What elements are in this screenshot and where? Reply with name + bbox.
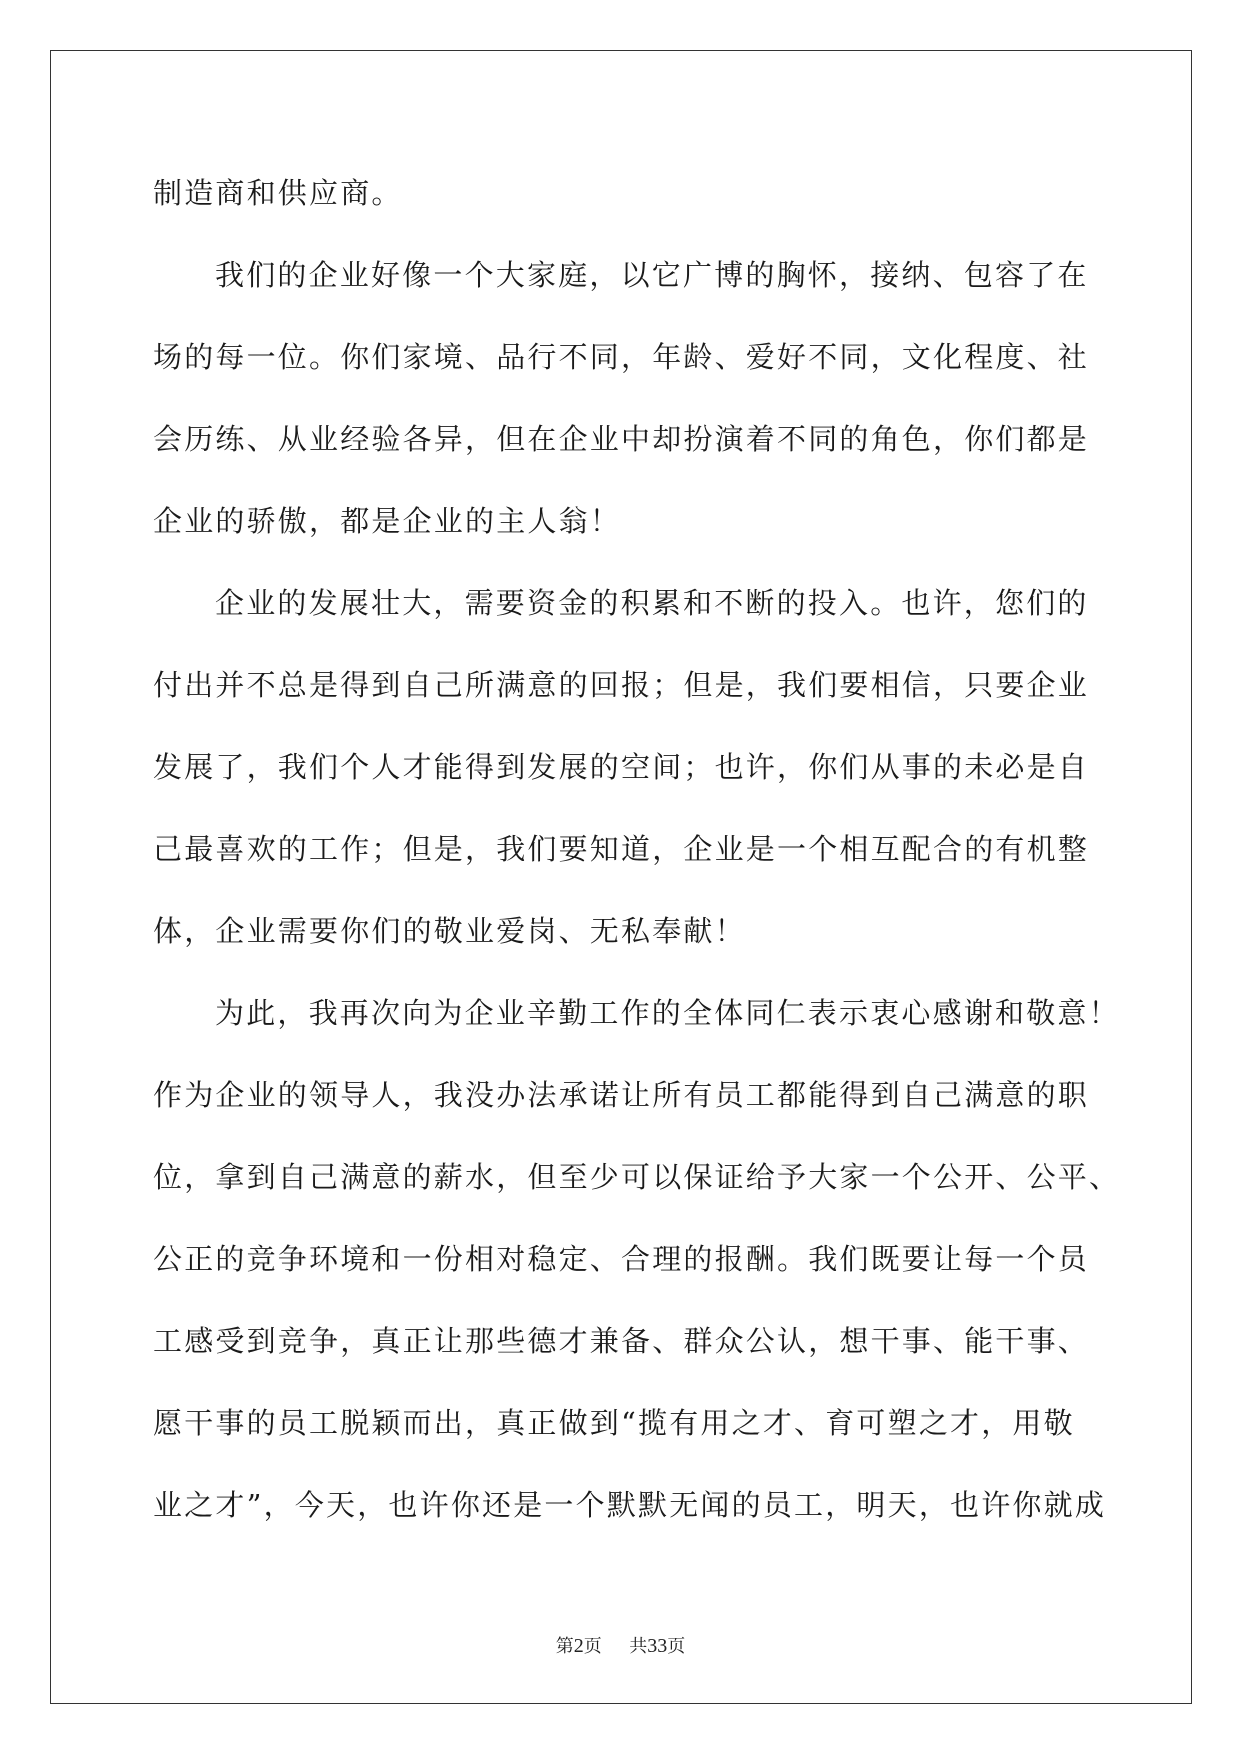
- text-line: 会历练、从业经验各异，但在企业中却扮演着不同的角色，你们都是: [153, 422, 1090, 456]
- text-line: 愿干事的员工脱颖而出，真正做到“揽有用之才、育可塑之才，用敬: [153, 1406, 1075, 1440]
- text-line: 发展了，我们个人才能得到发展的空间；也许，你们从事的未必是自: [153, 750, 1090, 784]
- text-line: 体，企业需要你们的敬业爱岗、无私奉献！: [153, 914, 746, 948]
- page-number: 2: [573, 1635, 584, 1657]
- page-footer: [0, 1632, 1241, 1658]
- text-line: 企业的发展壮大，需要资金的积累和不断的投入。也许，您们的: [215, 586, 1089, 620]
- text-line: 为此，我再次向为企业辛勤工作的全体同仁表示衷心感谢和敬意！: [215, 996, 1120, 1030]
- total-prefix: 共: [629, 1636, 648, 1657]
- total-pages: 33: [647, 1635, 668, 1657]
- text-line: 己最喜欢的工作；但是，我们要知道，企业是一个相互配合的有机整: [153, 832, 1090, 866]
- text-line: 工感受到竞争，真正让那些德才兼备、群众公认，想干事、能干事、: [153, 1324, 1090, 1358]
- text-line: 付出并不总是得到自己所满意的回报；但是，我们要相信，只要企业: [153, 668, 1090, 702]
- text-line: 企业的骄傲，都是企业的主人翁！: [153, 504, 622, 538]
- text-line: 公正的竞争环境和一份相对稳定、合理的报酬。我们既要让每一个员: [153, 1242, 1090, 1276]
- text-line: 作为企业的领导人，我没办法承诺让所有员工都能得到自己满意的职: [153, 1078, 1090, 1112]
- total-suffix: 页: [667, 1636, 686, 1657]
- text-line: 场的每一位。你们家境、品行不同，年龄、爱好不同，文化程度、社: [153, 340, 1090, 374]
- page-suffix: 页: [583, 1636, 602, 1657]
- text-line: 制造商和供应商。: [153, 176, 403, 210]
- page-prefix: 第: [555, 1636, 574, 1657]
- document-body: [153, 152, 1121, 1546]
- text-line: 位，拿到自己满意的薪水，但至少可以保证给予大家一个公开、公平、: [153, 1160, 1121, 1194]
- text-line: 业之才”，今天，也许你还是一个默默无闻的员工，明天，也许你就成: [153, 1488, 1107, 1522]
- text-line: 我们的企业好像一个大家庭，以它广博的胸怀，接纳、包容了在: [215, 258, 1089, 292]
